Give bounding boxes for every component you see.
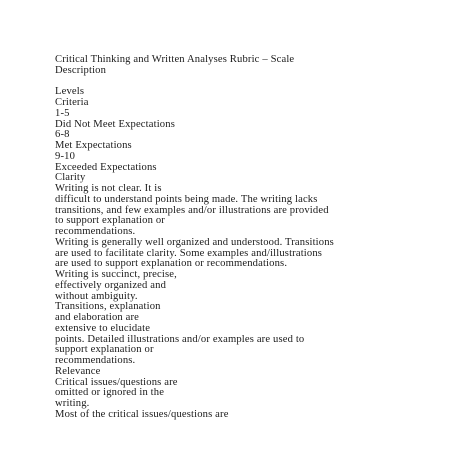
text-line: Criteria (55, 97, 89, 108)
text-line: Met Expectations (55, 140, 132, 151)
text-line: difficult to understand points being made. The writing lacks (55, 193, 318, 205)
rubric-text (55, 55, 440, 421)
text-line: effectively organized and (55, 279, 167, 291)
text-line: Writing is succinct, precise, (55, 269, 177, 280)
document-title-line: Critical Thinking and Written Analyses Rubric – Scale (55, 54, 295, 65)
text-line: points. Detailed illustrations and/or examples are used to (55, 333, 305, 345)
text-line: Did Not Meet Expectations (55, 118, 175, 130)
blank-line (55, 77, 440, 88)
text-line: to support explanation or (55, 215, 165, 227)
text-line: writing. (55, 398, 90, 409)
text-line: Transitions, explanation (55, 301, 161, 313)
text-line: Clarity (55, 172, 86, 184)
text-line: Critical issues/questions are (55, 376, 178, 388)
text-line: recommendations. (55, 355, 136, 366)
text-line: omitted or ignored in the (55, 387, 165, 399)
text-line: without ambiguity. (55, 290, 138, 302)
text-line: extensive to elucidate (55, 322, 151, 334)
text-line: Writing is not clear. It is (55, 183, 162, 194)
text-line: Relevance (55, 365, 101, 377)
text-line: support explanation or (55, 344, 154, 356)
text-line: recommendations. (55, 226, 136, 237)
text-line: Exceeded Expectations (55, 161, 157, 173)
text-line: Writing is generally well organized and understood. Transitions (55, 236, 334, 248)
text-line: are used to facilitate clarity. Some examples and/illustrations (55, 247, 323, 259)
text-line: are used to support explanation or recommendations. (55, 258, 288, 270)
text-line: Most of the critical issues/questions are (55, 408, 229, 420)
text-line: 6-8 (55, 129, 70, 141)
text-line: and elaboration are (55, 312, 140, 323)
text-line: transitions, and few examples and/or illustrations are provided (55, 204, 329, 216)
text-line: 9-10 (55, 150, 76, 162)
text-line: 1-5 (55, 107, 70, 119)
text-line: Levels (55, 86, 85, 98)
document-title-line: Description (55, 64, 107, 76)
